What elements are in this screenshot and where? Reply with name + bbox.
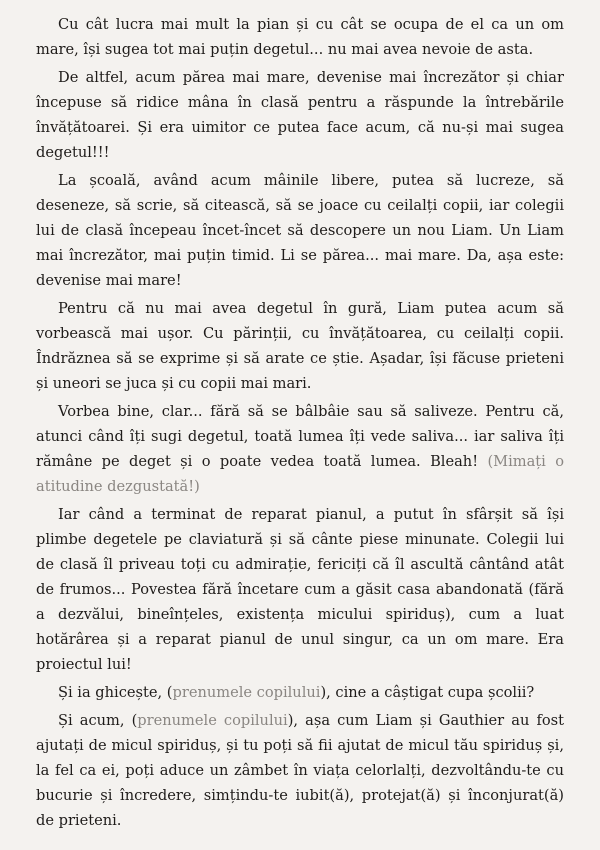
- paragraph-6: [36, 502, 564, 677]
- paragraph-4: [36, 296, 564, 396]
- paragraph-text: Și ia ghicește, (: [58, 684, 173, 701]
- child-name-placeholder: prenumele copilului: [137, 712, 288, 729]
- child-name-placeholder: prenumele copilului: [172, 684, 321, 701]
- paragraph-text: ), cine a câștigat cupa școlii?: [320, 684, 535, 701]
- paragraph-2: [36, 65, 564, 165]
- paragraph-8: [36, 708, 564, 833]
- paragraph-text: Pentru că nu mai avea degetul în gură, Liam putea acum să vorbească mai ușor. Cu părinții, cu învățătoarea, cu ceilalți copii. Îndrăznea să se exprime și să arate ce știe. Așadar, își făcuse prieteni și uneori se juca și cu copii mai mari.: [36, 300, 564, 392]
- paragraph-text: De altfel, acum părea mai mare, devenise mai încrezător și chiar începuse să ridice mâna în clasă pentru a răspunde la întrebările învățătoarei. Și era uimitor ce putea face acum, că nu-și mai sugea degetul!!!: [36, 69, 564, 161]
- paragraph-1: [36, 12, 564, 62]
- paragraph-text: Vorbea bine, clar... fără să se bâlbâie sau să saliveze. Pentru că, atunci când îți sugi degetul, toată lumea îți vede saliva... iar saliva îți rămâne pe deget și o poate vedea toată lumea. Bleah!: [36, 403, 564, 470]
- paragraph-3: [36, 168, 564, 293]
- stage-direction: (Mimați o atitudine dezgustată!): [36, 453, 564, 495]
- paragraph-text: Iar când a terminat de reparat pianul, a putut în sfârșit să își plimbe degetele pe claviatură și să cânte piese minunate. Colegii lui de clasă îl priveau toți cu admirație, fericiți că îl ascultă cântând atât de frumos... Povestea fără încetare cum a găsit casa abandonată (fără a dezvălui, bineînțeles, existența micului spiriduș), cum a luat hotărârea și a reparat pianul de unul singur, ca un om mare. Era proiectul lui!: [36, 506, 564, 673]
- paragraph-7: [36, 680, 564, 705]
- paragraph-text: Cu cât lucra mai mult la pian și cu cât se ocupa de el ca un om mare, își sugea tot mai puțin degetul... nu mai avea nevoie de asta.: [36, 16, 564, 58]
- paragraph-text: ), așa cum Liam și Gauthier au fost ajutați de micul spiriduș, și tu poți să fii ajutat de micul tău spiriduș și, la fel ca ei, poți aduce un zâmbet în viața celorlalți, dezvoltându-te cu bucurie și încredere, simțindu-te iubit(ă), protejat(ă) și înconjurat(ă) de prieteni.: [36, 712, 564, 829]
- paragraph-5: [36, 399, 564, 499]
- paragraph-text: La școală, având acum mâinile libere, putea să lucreze, să deseneze, să scrie, să citească, să se joace cu ceilalți copii, iar colegii lui de clasă începeau încet-încet să descopere un nou Liam. Un Liam mai încrezător, mai puțin timid. Li se părea... mai mare. Da, așa este: devenise mai mare!: [36, 172, 564, 289]
- paragraph-text: Și acum, (: [58, 712, 138, 729]
